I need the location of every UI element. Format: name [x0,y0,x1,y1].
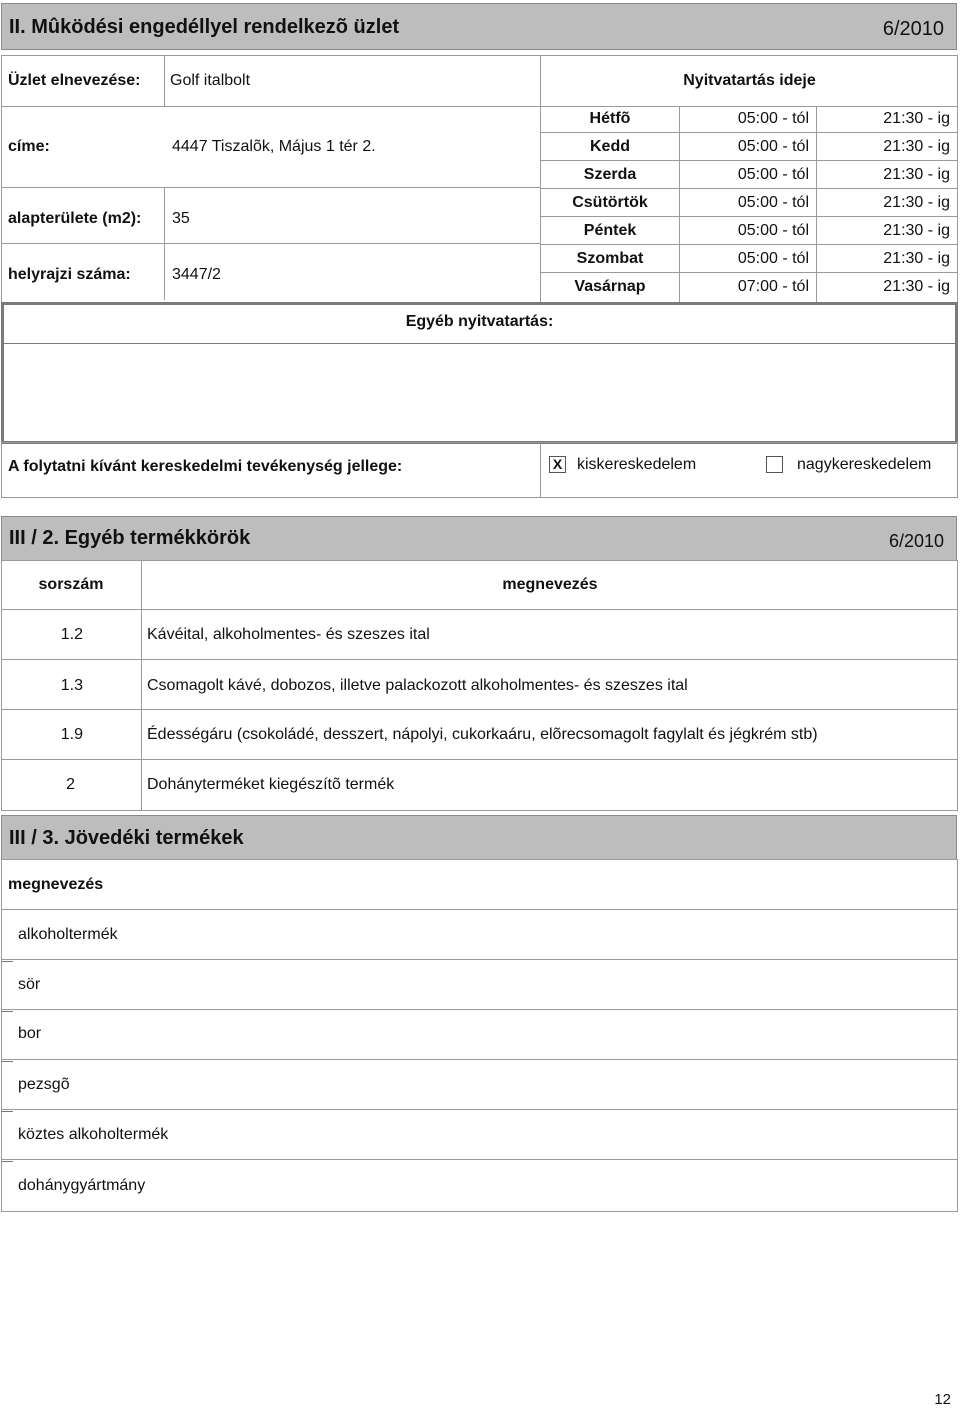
divider [164,56,165,107]
shop-lot-label: helyrajzi száma: [8,266,131,283]
section-date: 6/2010 [882,18,944,40]
from-time: 05:00 - tól [737,194,809,211]
section-header-band [1,815,957,860]
row-name: Édességáru (csokoládé, desszert, nápolyi, cukorkaáru, elõrecsomagolt fagylalt és jégkrém stb) [147,726,818,743]
shop-lot-value: 3447/2 [172,266,221,283]
column-header-number: sorszám [38,576,104,593]
divider [1,1011,13,1012]
divider [1,1009,958,1010]
to-time: 21:30 - ig [883,166,950,183]
divider [540,272,958,273]
divider [4,343,955,344]
from-time: 05:00 - tól [737,250,809,267]
shop-address-label: címe: [8,138,50,155]
day-label: Kedd [590,138,630,155]
divider [1,659,958,660]
divider [1,959,958,960]
divider [1,1159,958,1160]
divider [540,132,958,133]
shop-name-value: Golf italbolt [170,72,251,89]
section-title: III / 3. Jövedéki termékek [9,827,244,849]
to-time: 21:30 - ig [883,222,950,239]
divider [164,188,165,300]
list-item: dohánygyártmány [18,1177,146,1194]
to-time: 21:30 - ig [883,110,950,127]
divider [540,244,958,245]
day-label: Péntek [583,222,637,239]
day-label: Hétfõ [589,110,631,127]
row-number: 1.3 [60,677,83,694]
row-number: 2 [66,776,75,793]
list-item: bor [18,1025,42,1042]
page-number: 12 [934,1391,951,1408]
wholesale-checkbox[interactable] [766,456,783,473]
divider [1,609,958,610]
divider [1,909,958,910]
shop-area-label: alapterülete (m2): [8,210,142,227]
section-header-band [1,3,957,50]
row-number: 1.2 [60,626,83,643]
list-item: pezsgõ [18,1076,70,1093]
row-name: Dohányterméket kiegészítõ termék [147,776,395,793]
divider [1,1109,958,1110]
section-header-band [1,516,957,561]
section-title: III / 2. Egyéb termékkörök [9,527,251,549]
column-header-name: megnevezés [502,576,598,593]
day-label: Vasárnap [574,278,646,295]
divider [1,1061,13,1062]
from-time: 07:00 - tól [737,278,809,295]
to-time: 21:30 - ig [883,194,950,211]
to-time: 21:30 - ig [883,250,950,267]
list-item: köztes alkoholtermék [18,1126,169,1143]
to-time: 21:30 - ig [883,278,950,295]
row-name: Kávéital, alkoholmentes- és szeszes ital [147,626,430,643]
divider [1,243,541,244]
column-header-name: megnevezés [8,876,104,893]
retail-label: kiskereskedelem [577,456,697,473]
shop-info-block [1,55,958,304]
opening-hours-header: Nyitvatartás ideje [683,72,816,89]
shop-name-label: Üzlet elnevezése: [8,72,141,89]
divider [540,188,958,189]
list-item: sör [18,976,41,993]
from-time: 05:00 - tól [737,166,809,183]
row-name: Csomagolt kávé, dobozos, illetve palackozott alkoholmentes- és szeszes ital [147,677,688,694]
other-hours-label: Egyéb nyitvatartás: [405,313,554,330]
divider [540,216,958,217]
divider [1,759,958,760]
section-title: II. Mûködési engedéllyel rendelkezõ üzlet [9,16,400,38]
row-number: 1.9 [60,726,83,743]
section-date: 6/2010 [888,531,944,551]
from-time: 05:00 - tól [737,222,809,239]
divider [1,1111,13,1112]
retail-checkbox[interactable]: X [549,456,566,473]
divider [1,961,13,962]
divider [1,1161,13,1162]
divider [141,560,142,811]
divider [540,160,958,161]
divider [540,106,958,107]
from-time: 05:00 - tól [737,138,809,155]
shop-area-value: 35 [172,210,190,227]
divider [1,106,541,107]
day-label: Szombat [576,250,644,267]
day-label: Csütörtök [572,194,648,211]
shop-address-value: 4447 Tiszalõk, Május 1 tér 2. [172,138,376,155]
from-time: 05:00 - tól [737,110,809,127]
to-time: 21:30 - ig [883,138,950,155]
list-item: alkoholtermék [18,926,118,943]
trade-type-label: A folytatni kívánt kereskedelmi tevékenység jellege: [8,458,403,475]
divider [1,1059,958,1060]
divider [1,187,541,188]
divider [1,709,958,710]
wholesale-label: nagykereskedelem [797,456,932,473]
day-label: Szerda [583,166,637,183]
divider [540,442,541,498]
